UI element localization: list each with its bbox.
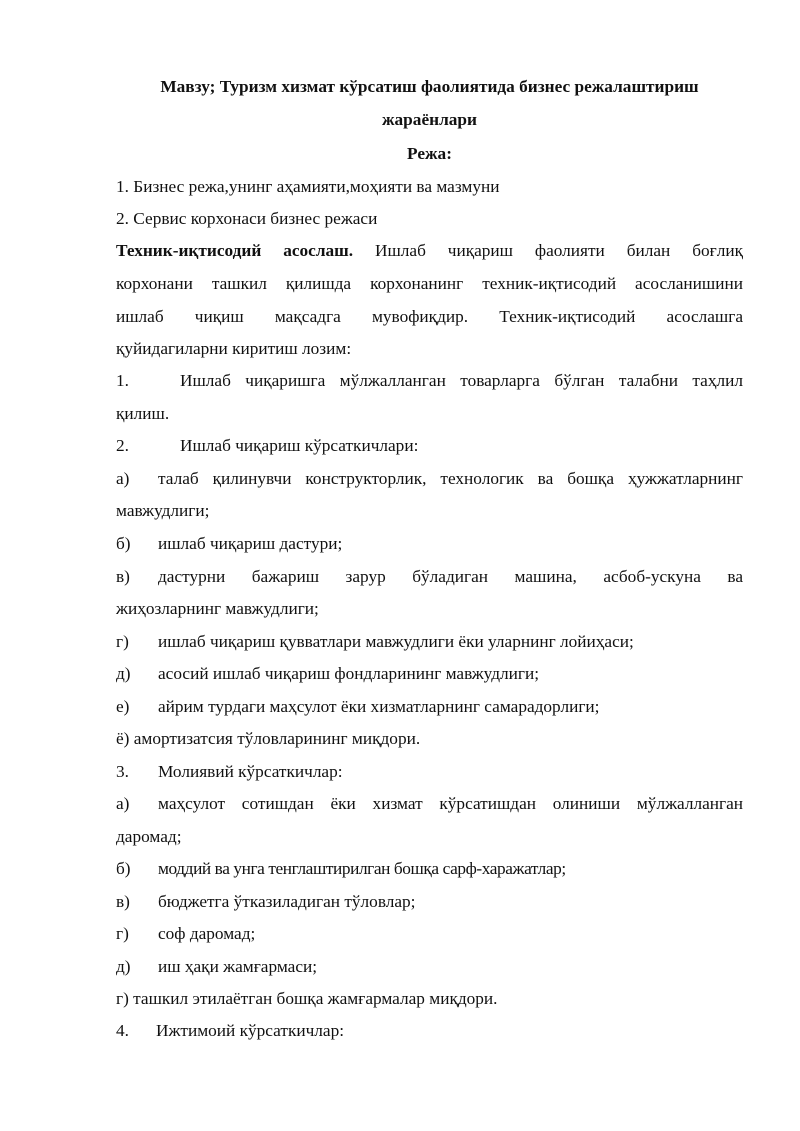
section-2-item-yo: ё) амортизатсия тўловларининг миқдори. (116, 729, 421, 748)
plan-item-1: 1. Бизнес режа,унинг аҳамияти,моҳияти ва мазмуни (116, 177, 500, 196)
section-2-text: Ишлаб чиқариш кўрсаткичлари: (180, 436, 419, 455)
section-2-item-g-mark: г) (116, 632, 129, 651)
section-2-item-a-mark: а) (116, 469, 130, 488)
section-2-item-d-mark: д) (116, 664, 131, 683)
section-1-text: Ишлаб чиқаришга мўлжалланган товарларга бўлган талабни таҳлил (180, 371, 743, 390)
section-2-item-a-text: талаб қилинувчи конструкторлик, технологик ва бошқа ҳужжатларнинг (158, 469, 743, 488)
intro-line-2: корхонани ташкил қилишда корхонанинг техник-иқтисодий асосланишини (116, 274, 743, 293)
section-2-heading (116, 436, 743, 456)
section-2-item-v-text: дастурни бажариш зарур бўладиган машина, асбоб-ускуна ва (158, 567, 743, 586)
section-2-item-g-text: ишлаб чиқариш қувватлари мавжудлиги ёки уларнинг лойиҳаси; (158, 632, 634, 651)
section-3-item-v-mark: в) (116, 892, 130, 911)
plan-item-2: 2. Сервис корхонаси бизнес режаси (116, 209, 378, 228)
section-3-item-d-mark: д) (116, 957, 131, 976)
section-3-item-g (116, 924, 743, 944)
section-2-item-b (116, 534, 743, 554)
section-3-item-v (116, 892, 743, 912)
intro-line-3: ишлаб чиқиш мақсадга мувофиқдир. Техник-иқтисодий асослашга (116, 307, 743, 326)
section-2-item-a (116, 469, 743, 489)
intro-line-1-rest: Ишлаб чиқариш фаолияти билан боғлиқ (375, 241, 743, 260)
intro-line-1 (116, 241, 743, 261)
title-line-2: жараёнлари (382, 110, 477, 129)
section-3-item-d (116, 957, 743, 977)
section-2-item-b-mark: б) (116, 534, 131, 553)
section-3-item-d-text: иш ҳақи жамғармаси; (158, 957, 318, 976)
section-3-item-a-text: маҳсулот сотишдан ёки хизмат кўрсатишдан олиниши мўлжалланган (158, 794, 743, 813)
section-4-number: 4. (116, 1021, 129, 1040)
intro-line-4: қуйидагиларни киритиш лозим: (116, 339, 352, 358)
section-2-item-d (116, 664, 743, 684)
section-2-item-v-mark: в) (116, 567, 130, 586)
section-1-number: 1. (116, 371, 129, 390)
section-3-item-v-text: бюджетга ўтказиладиган тўловлар; (158, 892, 416, 911)
section-3-item-a-mark: а) (116, 794, 130, 813)
section-3-item-b-mark: б) (116, 859, 131, 878)
section-2-item-a-cont: мавжудлиги; (116, 501, 210, 520)
section-2-item-v-cont: жиҳозларнинг мавжудлиги; (116, 599, 319, 618)
section-2-item-e-mark: е) (116, 697, 130, 716)
section-3-item-b (116, 859, 743, 879)
section-2-item-e (116, 697, 743, 717)
intro-bold-lead: Техник-иқтисодий асослаш. (116, 241, 354, 260)
section-3-item-g-text: соф даромад; (158, 924, 256, 943)
section-2-item-d-text: асосий ишлаб чиқариш фондларининг мавжудлиги; (158, 664, 540, 683)
section-3-text: Молиявий кўрсаткичлар: (158, 762, 343, 781)
plan-heading: Режа: (407, 144, 452, 163)
section-3-item-b-text: моддий ва унга тенглаштирилган бошқа сарф-харажатлар; (158, 859, 566, 878)
section-3-item-a-cont: даромад; (116, 827, 182, 846)
title-line-1: Мавзу; Туризм хизмат кўрсатиш фаолиятида бизнес режалаштириш (160, 77, 699, 96)
section-4-heading (116, 1021, 743, 1041)
section-1-line-1 (116, 371, 743, 391)
section-4-text: Ижтимоий кўрсаткичлар: (156, 1021, 345, 1040)
section-2-item-e-text: айрим турдаги маҳсулот ёки хизматларнинг самарадорлиги; (158, 697, 600, 716)
section-2-item-v (116, 567, 743, 587)
section-2-item-g (116, 632, 743, 652)
section-3-number: 3. (116, 762, 129, 781)
section-3-item-g-mark: г) (116, 924, 129, 943)
section-3-item-a (116, 794, 743, 814)
section-1-line-2: қилиш. (116, 404, 170, 423)
section-3-heading (116, 762, 743, 782)
section-2-number: 2. (116, 436, 129, 455)
document-title (116, 76, 743, 98)
section-3-item-g2: г) ташкил этилаётган бошқа жамғармалар миқдори. (116, 989, 498, 1008)
section-2-item-b-text: ишлаб чиқариш дастури; (158, 534, 343, 553)
document-title-cont (116, 109, 743, 131)
